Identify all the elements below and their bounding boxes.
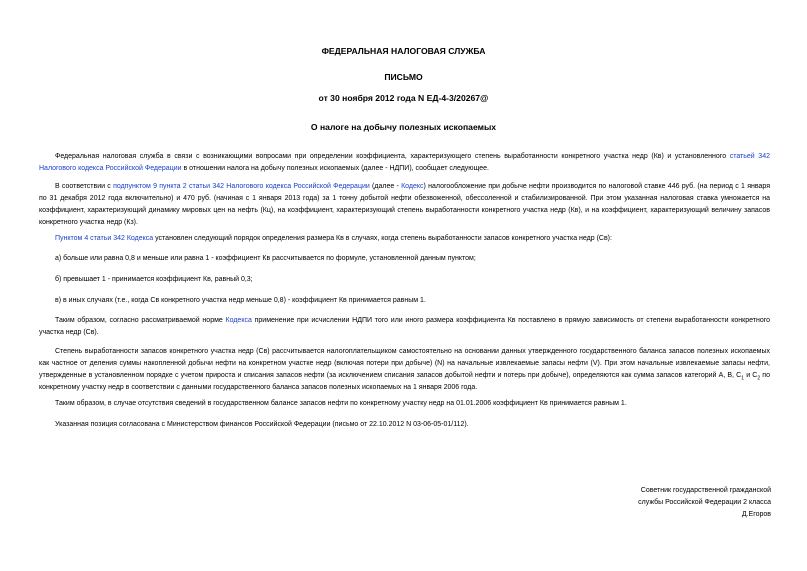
p2-text-3: ) налогообложение при добыче нефти производится по налоговой ставке 446 руб. (на период с 1 января по 31 декабря 2012 года включительно) и 470 руб. (начиная с 1 января 2013 года) за 1 тонну добытой нефти обезвоженной, обессоленной и стабилизированной. При этом указанная налоговая ставка умножается на коэффициент, характеризующий динамику мировых цен на нефть (Кц), на коэффициент, характеризующий степень выработанности конкретного участка недр (Кв), и на коэффициент, характеризующий величину запасов конкретного участка недр (Кз). — [39, 183, 770, 226]
signature-name: Д.Егоров — [741, 511, 771, 518]
p7-text-1: Таким образом, согласно рассматриваемой норме — [55, 317, 226, 324]
p3-text-1: установлен следующий порядок определения размера Кв в случаях, когда степень выработанности запасов конкретного участка недр (Св): — [153, 235, 612, 242]
p2-text-2: (далее - — [369, 183, 402, 190]
p1-text-1: Федеральная налоговая служба в связи с возникающими вопросами при определении коэффициента, характеризующего степень выработанности конкретного участка недр (Кв) и установленного — [55, 153, 730, 160]
paragraph-3 — [39, 233, 770, 245]
paragraph-6: в) в иных случаях (т.е., когда Св конкретного участка недр меньше 0,8) - коэффициент Кв принимается равным 1. — [55, 297, 426, 304]
paragraph-8 — [39, 346, 770, 394]
paragraph-7 — [39, 315, 770, 339]
link-article-342[interactable]: статьей 342 Налогового кодекса Российской Федерации — [39, 153, 770, 172]
link-subparagraph-9[interactable]: подпунктом 9 пункта 2 статьи 342 Налогового кодекса Российской Федерации — [113, 183, 370, 190]
p8-text-3: по конкретному участку недр в соответствии с данными государственного баланса запасов полезных ископаемых на 1 января 2006 года. — [39, 371, 770, 391]
document-subject: О налоге на добычу полезных ископаемых — [310, 122, 497, 132]
p8-text-1: Степень выработанности запасов конкретного участка недр (Св) рассчитывается налогоплательщиком самостоятельно на основании данных утвержденного государственного баланса запасов полезных ископаемых как частное от деления суммы накопленной добычи нефти на конкретном участке недр (включая потери при добыче) (N) на начальные извлекаемые запасы нефти (V). При этом начальные извлекаемые запасы нефти, утвержденные в установленном порядке с учетом прироста и списания запасов нефти (за исключением списания запасов добытой нефти и потерь при добыче), определяются как сумма запасов категорий А, В, С — [39, 348, 770, 379]
p1-text-2: в отношении налога на добычу полезных ископаемых (далее - НДПИ), сообщает следующее. — [181, 164, 489, 172]
p7-text-2: применение при исчислении НДПИ того или иного размера коэффициента Кв поставлено в прямую зависимость от степени выработанности конкретного участка недр (Св). — [39, 317, 771, 336]
paragraph-9: Таким образом, в случае отсутствия сведений в государственном балансе запасов нефти по конкретному участку недр на 01.01.2006 коэффициент Кв принимается равным 1. — [55, 400, 627, 407]
paragraph-4: а) больше или равна 0,8 и меньше или равна 1 - коэффициент Кв рассчитывается по формуле, установленной данным пунктом; — [55, 255, 476, 262]
p2-text-1: В соответствии с — [55, 183, 114, 190]
agency-title: ФЕДЕРАЛЬНАЯ НАЛОГОВАЯ СЛУЖБА — [321, 46, 486, 56]
link-code[interactable]: Кодекс — [401, 183, 424, 190]
link-paragraph-4-article-342[interactable]: Пунктом 4 статьи 342 Кодекса — [55, 235, 154, 242]
link-code-2[interactable]: Кодекса — [225, 317, 252, 324]
signature-block — [600, 485, 771, 521]
document-date-number: от 30 ноября 2012 года N ЕД-4-3/20267@ — [318, 93, 489, 103]
document-type: ПИСЬМО — [384, 72, 423, 82]
paragraph-1 — [39, 151, 770, 175]
paragraph-2 — [39, 181, 770, 229]
p8-sub-2: 2 — [757, 375, 761, 382]
paragraph-5: б) превышает 1 - принимается коэффициент Кв, равный 0,3; — [55, 276, 253, 283]
p8-text-2: и С — [744, 371, 758, 379]
signature-line-1: Советник государственной гражданской — [640, 487, 771, 494]
signature-line-2: службы Российской Федерации 2 класса — [638, 499, 771, 506]
paragraph-10: Указанная позиция согласована с Министерством финансов Российской Федерации (письмо от 22.10.2012 N 03-06-05-01/112). — [55, 421, 469, 428]
p8-sub-1: 1 — [741, 375, 745, 382]
